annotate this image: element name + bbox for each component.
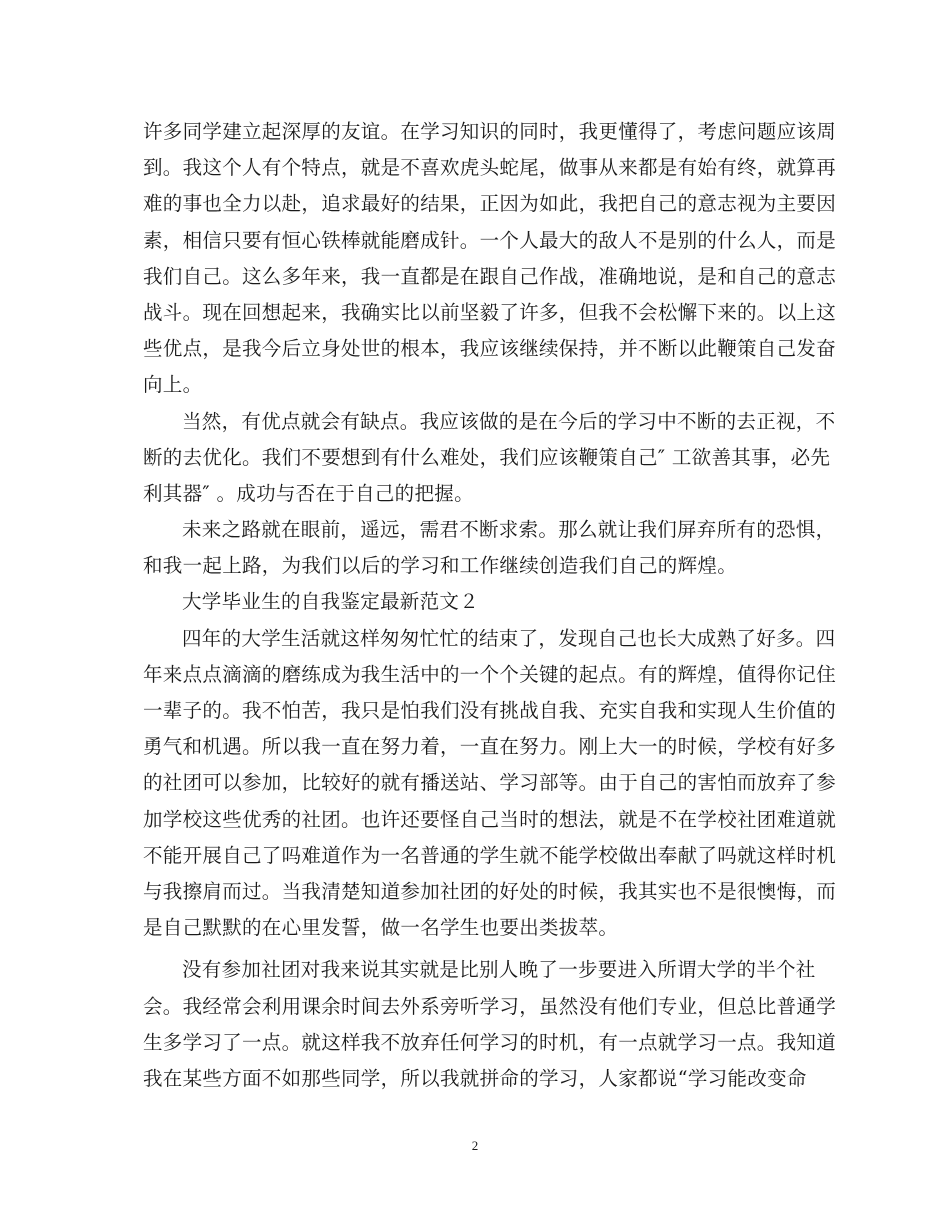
text-line: 年来点点滴滴的磨练成为我生活中的一个个关键的起点。有的辉煌，值得你记住	[143, 662, 837, 686]
text-line: 我们自己。这么多年来，我一直都是在跟自己作战，准确地说，是和自己的意志	[143, 264, 837, 288]
text-line: 到。我这个人有个特点，就是不喜欢虎头蛇尾，做事从来都是有始有终，就算再	[143, 156, 837, 180]
text-line: 利其器″ 。成功与否在于自己的把握。	[143, 481, 474, 505]
text-line: 难的事也全力以赴，追求最好的结果，正因为如此，我把自己的意志视为主要因	[143, 192, 837, 216]
text-line: 向上。	[143, 373, 203, 397]
text-line: 素，相信只要有恒心铁棒就能磨成针。一个人最大的敌人不是别的什么人，而是	[143, 228, 837, 252]
text-line: 的社团可以参加，比较好的就有播送站、学习部等。由于自己的害怕而放弃了参	[143, 771, 837, 795]
paragraph-start-line: 当然，有优点就会有缺点。我应该做的是在今后的学习中不断的去正视，不	[182, 409, 836, 433]
paragraph-start-line: 四年的大学生活就这样匆匆忙忙的结束了，发现自己也长大成熟了好多。四	[182, 626, 836, 650]
paragraph-start-line: 未来之路就在眼前，遥远，需君不断求索。那么就让我们屏弃所有的恐惧，	[182, 518, 836, 542]
page-number: 2	[471, 1138, 479, 1153]
section-heading: 大学毕业生的自我鉴定最新范文２	[182, 590, 480, 614]
text-line: 我在某些方面不如那些同学，所以我就拼命的学习，人家都说“学习能改变命	[143, 1066, 807, 1090]
text-line: 会。我经常会利用课余时间去外系旁听学习，虽然没有他们专业，但总比普通学	[143, 994, 837, 1018]
text-line: 断的去优化。我们不要想到有什么难处，我们应该鞭策自己″ 工欲善其事，必先	[143, 445, 831, 469]
text-line: 生多学习了一点。就这样我不放弃任何学习的时机，有一点就学习一点。我知道	[143, 1030, 837, 1054]
body-text	[143, 114, 837, 1097]
text-line: 许多同学建立起深厚的友谊。在学习知识的同时，我更懂得了，考虑问题应该周	[143, 120, 837, 143]
text-line: 勇气和机遇。所以我一直在努力着，一直在努力。刚上大一的时候，学校有好多	[143, 735, 837, 759]
text-line: 与我擦肩而过。当我清楚知道参加社团的好处的时候，我其实也不是很懊悔，而	[143, 879, 837, 903]
text-line: 是自己默默的在心里发誓，做一名学生也要出类拔萃。	[143, 916, 619, 940]
text-line: 些优点，是我今后立身处世的根本，我应该继续保持，并不断以此鞭策自己发奋	[143, 337, 837, 361]
text-line: 不能开展自己了吗难道作为一名普通的学生就不能学校做出奉献了吗就这样时机	[143, 843, 837, 867]
text-line: 一辈子的。我不怕苦，我只是怕我们没有挑战自我、充实自我和实现人生价值的	[143, 699, 837, 722]
text-line: 战斗。现在回想起来，我确实比以前坚毅了许多，但我不会松懈下来的。以上这	[143, 300, 837, 324]
text-line: 加学校这些优秀的社团。也许还要怪自己当时的想法，就是不在学校社团难道就	[143, 807, 837, 831]
text-line: 和我一起上路，为我们以后的学习和工作继续创造我们自己的辉煌。	[143, 554, 738, 578]
paragraph-start-line: 没有参加社团对我来说其实就是比别人晚了一步要进入所谓大学的半个社	[182, 958, 816, 982]
